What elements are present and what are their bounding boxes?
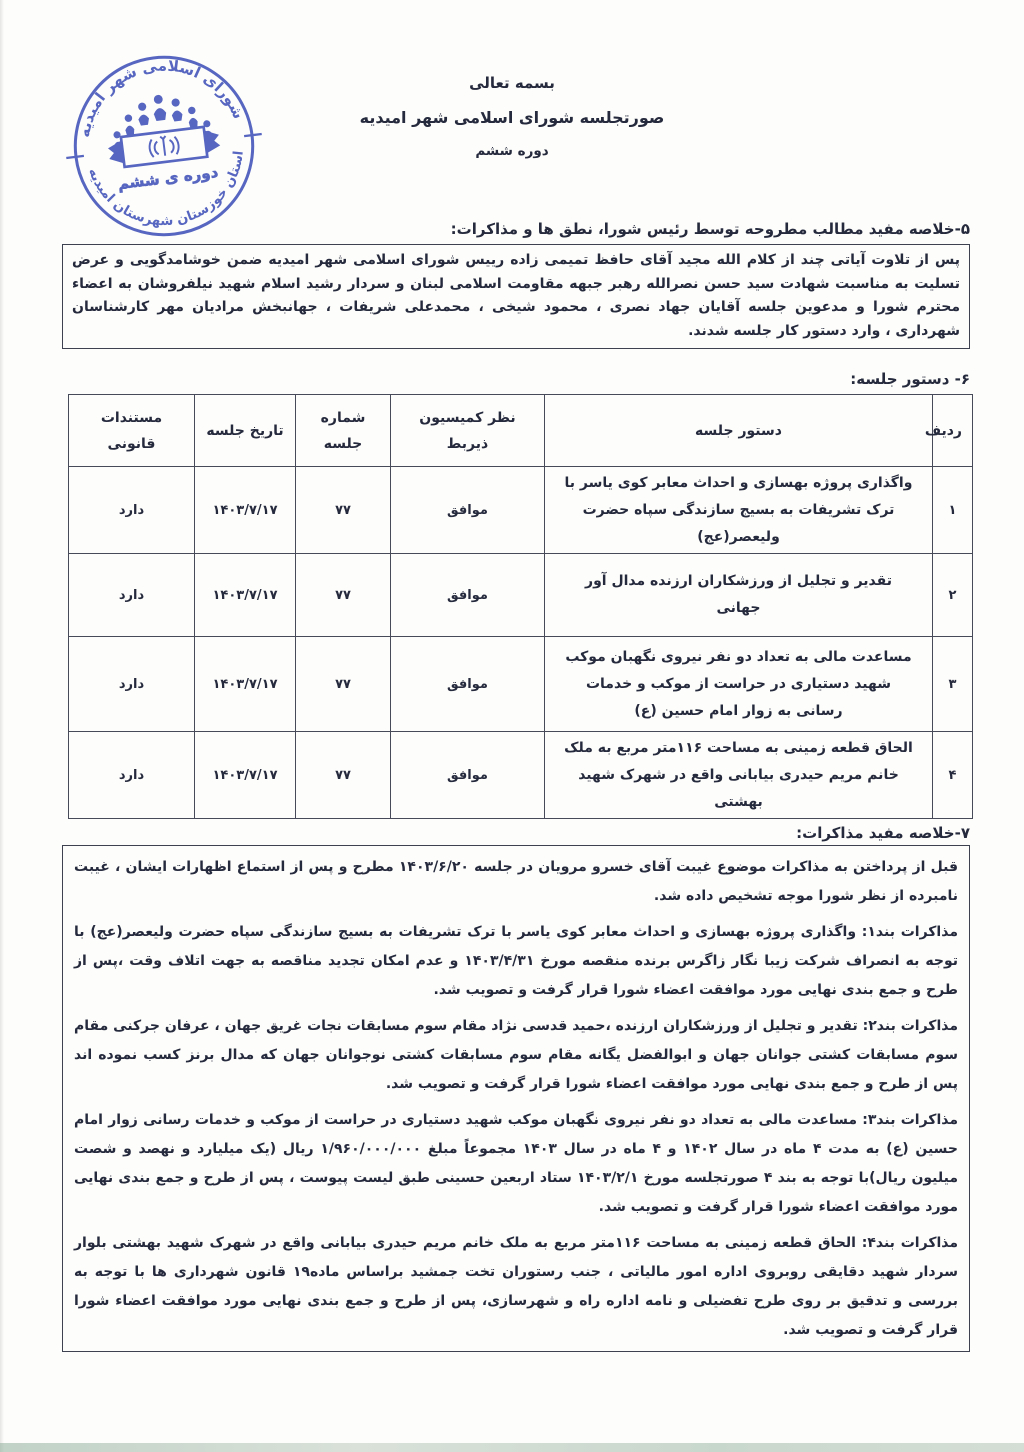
cell-session-date: ۱۴۰۳/۷/۱۷ xyxy=(195,732,296,819)
agenda-table xyxy=(68,394,973,819)
term-subtitle: دوره ششم xyxy=(475,143,549,159)
cell-agenda: الحاق قطعه زمینی به مساحت ۱۱۶متر مربع به ملک خانم مریم حیدری بیابانی واقع در شهرک شهید بهشتی xyxy=(545,732,933,819)
section7-paragraph-item3: مذاکرات بند۳: مساعدت مالی به تعداد دو نفر نیروی نگهبان موکب شهید دستیاری در حراست از موکب و خدمات رسانی زوار امام حسین (ع) به مدت ۴ ماه در سال ۱۴۰۲ و ۴ ماه در سال ۱۴۰۳ مجموعاً مبلغ ۱/۹۶۰/۰۰۰/۰۰۰ ریال (یک میلیارد و نهصد و شصت میلیون ریال)با توجه به بند ۴ صورتجلسه مورخ ۱۴۰۳/۲/۱ ستاد اربعین حسینی طبق لیست پیوست ، پس از طرح و جمع بندی نهایی مورد موافقت اعضاء شورا قرار گرفت و تصویب شد. xyxy=(74,1112,959,1215)
table-row xyxy=(69,732,973,819)
section5-body: پس از تلاوت آیاتی چند از کلام الله مجید آقای حافظ تمیمی زاده رییس شورای اسلامی شهر امیدیه ضمن خوشامدگویی و عرض تسلیت به مناسبت شهادت سید حسن نصرالله رهبر جبهه مقاومت اسلامی لبنان و سردار رشید اسلام شهید نیلفروشان به اعضاء محترم شورا و مدعوین جلسه آقایان جهاد نصری ، محمود شیخی ، محمدعلی شریفات ، جهانبخش مرادیان مهر کارشناسان شهرداری ، وارد دستور کار جلسه شدند. xyxy=(72,252,960,339)
cell-session-no: ۷۷ xyxy=(296,637,391,732)
section7-paragraph-item4: مذاکرات بند۴: الحاق قطعه زمینی به مساحت ۱۱۶متر مربع به ملک خانم مریم حیدری بیابانی واقع در شهرک شهید بهشتی بلوار سردار شهید دقایقی روبروی اداره امور مالیاتی ، جنب رستوران تخت جمشید براساس ماده۱۹ قانون شهرداری ها با توجه به بررسی و تدقیق بر روی طرح تفضیلی و نامه اداره راه و شهرسازی، پس از طرح و جمع بندی نهایی مورد موافقت اعضاء شورا قرار گرفت و تصویب شد. xyxy=(74,1235,959,1338)
table-row xyxy=(69,637,973,732)
table-header-row xyxy=(69,395,973,467)
cell-session-date: ۱۴۰۳/۷/۱۷ xyxy=(195,554,296,637)
cell-session-date: ۱۴۰۳/۷/۱۷ xyxy=(195,637,296,732)
cell-session-no: ۷۷ xyxy=(296,554,391,637)
cell-commission: موافق xyxy=(391,467,545,554)
cell-commission: موافق xyxy=(391,637,545,732)
section7-box xyxy=(62,845,970,1352)
cell-session-date: ۱۴۰۳/۷/۱۷ xyxy=(195,467,296,554)
section7-paragraph-item1: مذاکرات بند۱: واگذاری پروژه بهسازی و احداث معابر کوی یاسر با ترک تشریفات به بسیج سازندگی سپاه حضرت ولیعصر(عج) با توجه به انصراف شرکت زیبا نگار زاگرس برنده منقصه مورخ ۱۴۰۳/۴/۳۱ و عدم امکان تجدید مناقصه به جهت اتلاف وقت ،پس از طرح و جمع بندی نهایی مورد موافقت اعضاء شورا قرار گرفت و تصویب شد. xyxy=(74,924,959,998)
table-header-agenda: دستور جلسه xyxy=(545,395,933,467)
cell-legal-docs: دارد xyxy=(69,732,195,819)
section7-paragraph-item2: مذاکرات بند۲: تقدیر و تجلیل از ورزشکاران ارزنده ،حمید قدسی نژاد مقام سوم مسابقات نجات غریق جهان ، عرفان جرکنی مقام سوم مسابقات کشتی جوانان جهان و ابوالفضل یگانه مقام سوم مسابقات کشتی نوجوانان جهان که مدال برنز کسب نموده اند پس از طرح و جمع بندی نهایی مورد موافقت اعضاء شورا قرار گرفت و تصویب شد. xyxy=(74,1018,958,1092)
scan-edge-shade xyxy=(0,0,4,1452)
cell-agenda: تقدیر و تجلیل از ورزشکاران ارزنده مدال آور جهانی xyxy=(545,554,933,637)
cell-legal-docs: دارد xyxy=(69,467,195,554)
cell-agenda: مساعدت مالی به تعداد دو نفر نیروی نگهبان موکب شهید دستیاری در حراست از موکب و خدمات رسانی به زوار امام حسین (ع) xyxy=(545,637,933,732)
document-header xyxy=(0,74,1024,159)
cell-session-no: ۷۷ xyxy=(296,732,391,819)
section5-heading: ۵-خلاصه مفید مطالب مطروحه توسط رئیس شورا، نطق ها و مذاکرات: xyxy=(450,220,970,238)
section5-box xyxy=(62,244,970,349)
section6-heading: ۶- دستور جلسه: xyxy=(850,370,970,388)
stamp-middle-text: دوره ی ششم xyxy=(116,162,220,194)
cell-row-no: ۲ xyxy=(933,554,973,637)
cell-commission: موافق xyxy=(391,732,545,819)
section7-heading: ۷-خلاصه مفید مذاکرات: xyxy=(796,824,970,842)
cell-row-no: ۱ xyxy=(933,467,973,554)
cell-row-no: ۳ xyxy=(933,637,973,732)
stamp-bottom-text: استان خوزستان شهرستان امیدیه xyxy=(84,150,247,230)
cell-legal-docs: دارد xyxy=(69,554,195,637)
scan-artifact-band xyxy=(0,1443,1024,1452)
cell-agenda: واگذاری پروژه بهسازی و احداث معابر کوی یاسر با ترک تشریفات به بسیج سازندگی سپاه حضرت ولیعصر(عج) xyxy=(545,467,933,554)
table-header-session-no: شماره جلسه xyxy=(296,395,391,467)
bismillah-text: بسمه تعالی xyxy=(469,74,555,92)
cell-legal-docs: دارد xyxy=(69,637,195,732)
table-row xyxy=(69,554,973,637)
document-title: صورتجلسه شورای اسلامی شهر امیدیه xyxy=(359,108,665,127)
table-header-commission: نظر کمیسیون ذیربط xyxy=(391,395,545,467)
table-header-session-date: تاریخ جلسه xyxy=(195,395,296,467)
cell-row-no: ۴ xyxy=(933,732,973,819)
table-row xyxy=(69,467,973,554)
table-header-legal-docs: مستندات قانونی xyxy=(69,395,195,467)
section7-paragraph-absence: قبل از پرداختن به مذاکرات موضوع غیبت آقای خسرو مرویان در جلسه ۱۴۰۳/۶/۲۰ مطرح و پس از استماع اظهارات ایشان ، غیبت نامبرده از نظر شورا موجه تشخیص داده شد. xyxy=(74,859,958,904)
cell-commission: موافق xyxy=(391,554,545,637)
stamp-top-text: شورای اسلامی شهر امیدیه xyxy=(75,56,248,139)
cell-session-no: ۷۷ xyxy=(296,467,391,554)
table-header-row-no: ردیف xyxy=(933,395,973,467)
